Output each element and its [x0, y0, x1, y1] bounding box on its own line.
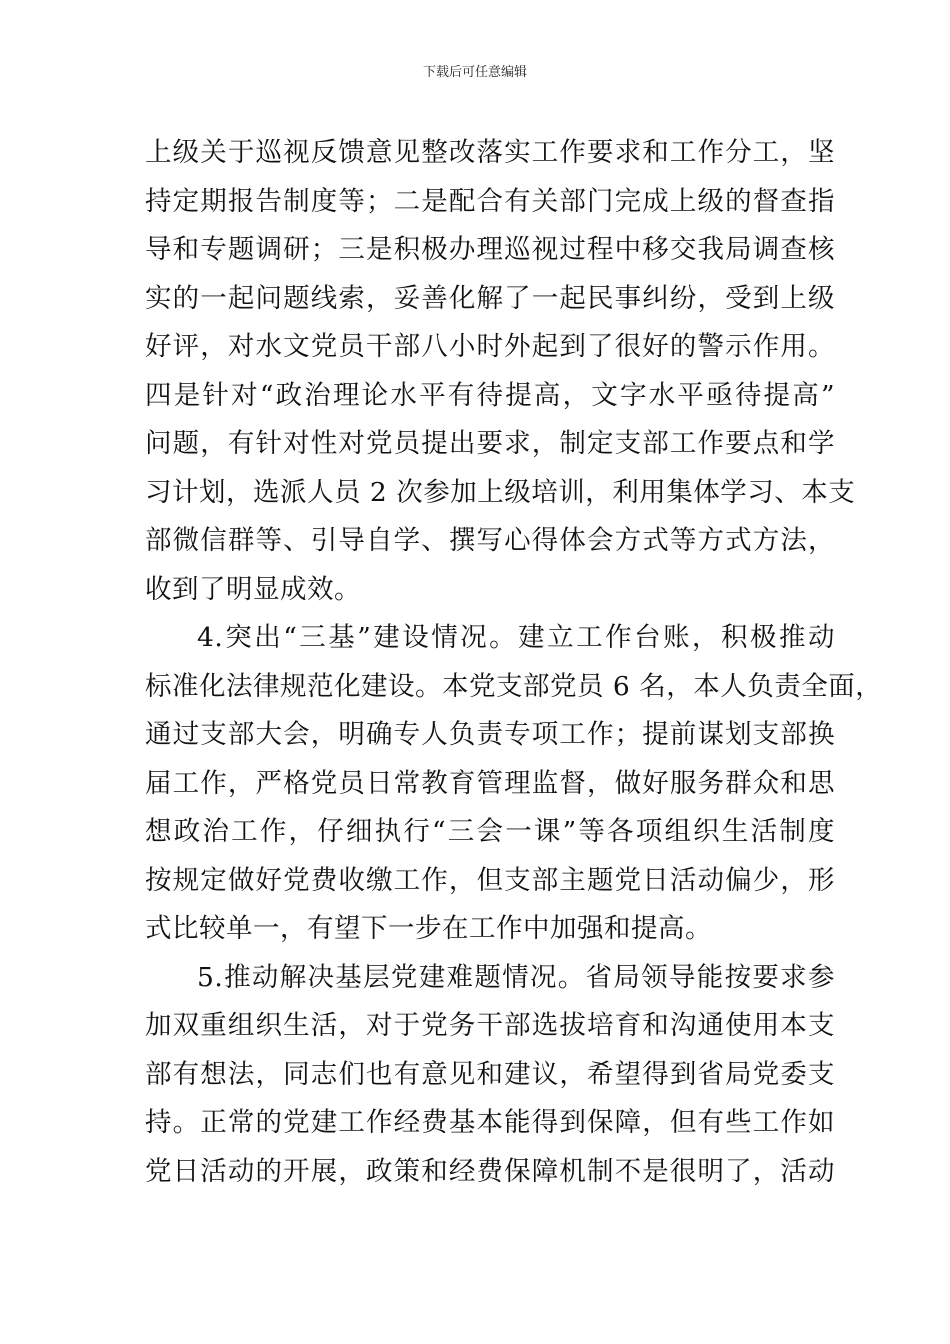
text-line: 习计划，选派人员 2 次参加上级培训，利用集体学习、本支 — [145, 476, 856, 508]
text-line: 导和专题调研；三是积极办理巡视过程中移交我局调查核 — [145, 234, 835, 265]
text-line: 部有想法，同志们也有意见和建议，希望得到省局党委支 — [145, 1058, 835, 1090]
page-header: 下载后可任意编辑 — [422, 65, 527, 80]
text-line: 党日活动的开展，政策和经费保障机制不是很明了，活动 — [145, 1155, 835, 1187]
document-body — [145, 129, 883, 1196]
text-line: 四是针对“政治理论水平有待提高，文字水平亟待提高” — [145, 379, 835, 411]
text-line: 标准化法律规范化建设。本党支部党员 6 名，本人负责全面， — [145, 670, 883, 702]
text-line: 问题，有针对性对党员提出要求，制定支部工作要点和学 — [145, 428, 835, 459]
text-line: 加双重组织生活，对于党务干部选拔培育和沟通使用本支 — [145, 1010, 835, 1041]
text-line: 届工作，严格党员日常教育管理监督，做好服务群众和思 — [145, 767, 835, 799]
text-line: 通过支部大会，明确专人负责专项工作；提前谋划支部换 — [145, 719, 835, 750]
text-line: 按规定做好党费收缴工作，但支部主题党日活动偏少，形 — [145, 864, 835, 896]
text-line: 部微信群等、引导自学、撰写心得体会方式等方式方法， — [145, 525, 835, 556]
text-line: 式比较单一，有望下一步在工作中加强和提高。 — [145, 913, 712, 944]
text-line: 收到了明显成效。 — [145, 573, 361, 605]
section-heading-line: 5.推动解决基层党建难题情况。省局领导能按要求参 — [197, 961, 835, 993]
section-heading-line: 4.突出“三基”建设情况。建立工作台账，积极推动 — [197, 622, 835, 653]
text-line: 想政治工作，仔细执行“三会一课”等各项组织生活制度 — [145, 816, 835, 847]
text-line: 好评，对水文党员干部八小时外起到了很好的警示作用。 — [145, 331, 835, 362]
text-line: 持定期报告制度等；二是配合有关部门完成上级的督查指 — [145, 185, 835, 217]
text-line: 上级关于巡视反馈意见整改落实工作要求和工作分工，坚 — [145, 137, 835, 168]
text-line: 实的一起问题线索，妥善化解了一起民事纠纷，受到上级 — [145, 282, 835, 314]
text-line: 持。正常的党建工作经费基本能得到保障，但有些工作如 — [145, 1107, 835, 1138]
